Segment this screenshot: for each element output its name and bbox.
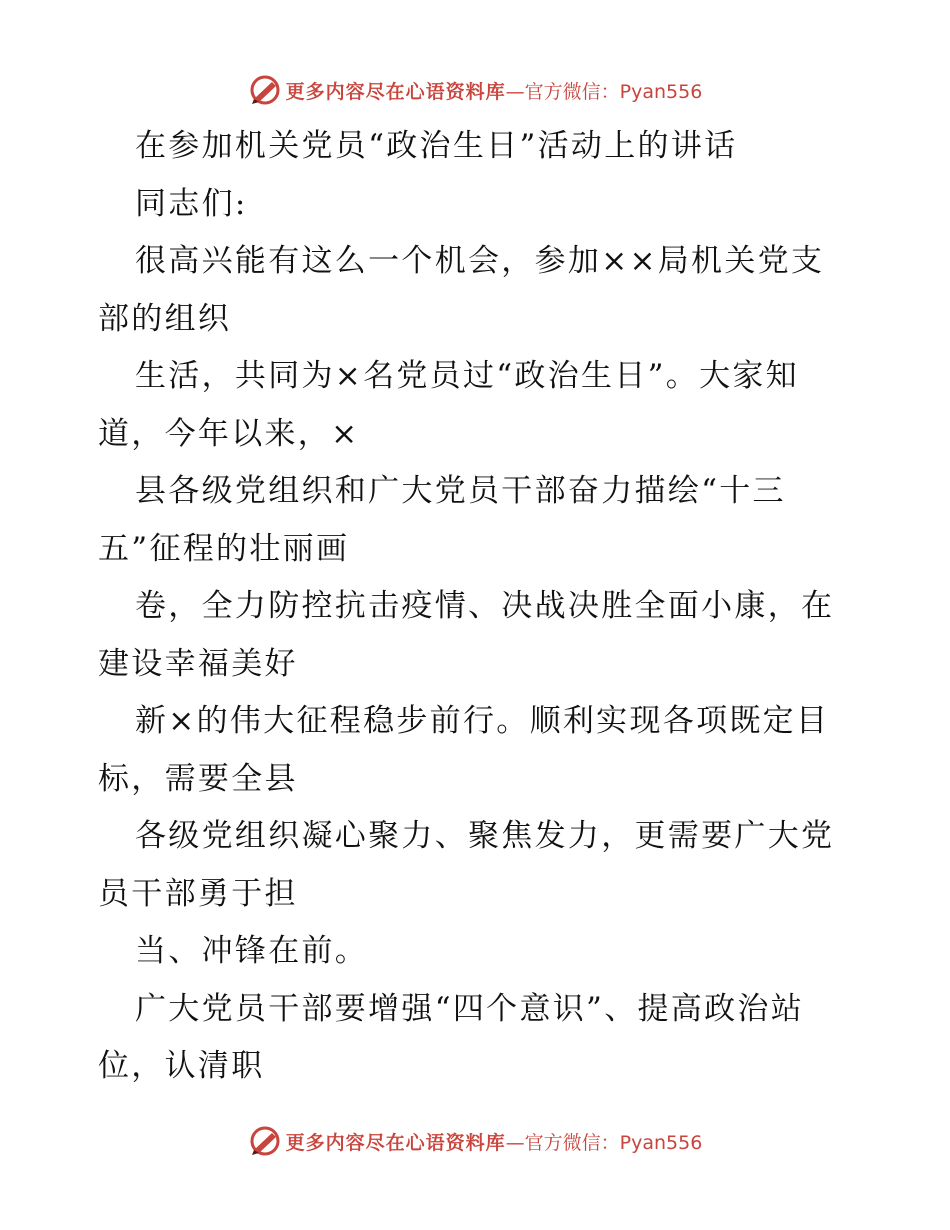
text-line: 卷，全力防控抗击疫情、决战决胜全面小康，在: [135, 588, 835, 624]
watermark-header: [0, 70, 950, 110]
text-line: 生活，共同为×名党员过“政治生日”。大家知: [135, 358, 799, 394]
text-line: 员干部勇于担: [98, 875, 298, 912]
watermark-text: 更多内容尽在心语资料库: [285, 80, 506, 103]
text-line: 标，需要全县: [98, 760, 298, 797]
salutation: 同志们:: [135, 185, 248, 222]
text-line: 部的组织: [98, 300, 232, 337]
text-line: 各级党组织凝心聚力、聚焦发力，更需要广大党: [135, 818, 835, 854]
text-line: 道，今年以来，×: [98, 415, 360, 452]
text-line: 建设幸福美好: [98, 645, 298, 682]
text-line: 五”征程的壮丽画: [98, 530, 350, 567]
text-line: 广大党员干部要增强“四个意识”、提高政治站: [135, 990, 804, 1027]
text-line: 新×的伟大征程稳步前行。顺利实现各项既定目: [135, 703, 830, 739]
text-line: 当、冲锋在前。: [135, 933, 369, 969]
text-line: 县各级党组织和广大党员干部奋力描绘“十三: [135, 473, 786, 509]
document-title: 在参加机关党员“政治生日”活动上的讲话: [135, 128, 738, 164]
document-body: [98, 118, 858, 1096]
watermark-contact: —官方微信：Pyan556: [505, 1131, 703, 1154]
watermark-contact: —官方微信：Pyan556: [505, 80, 703, 103]
text-line: 很高兴能有这么一个机会，参加××局机关党支: [135, 243, 825, 279]
text-line: 位，认清职: [98, 1048, 265, 1084]
pen-logo-icon: [248, 73, 282, 107]
watermark-footer: [0, 1121, 950, 1161]
pen-logo-icon: [248, 1124, 282, 1158]
watermark-text: 更多内容尽在心语资料库: [285, 1131, 506, 1154]
